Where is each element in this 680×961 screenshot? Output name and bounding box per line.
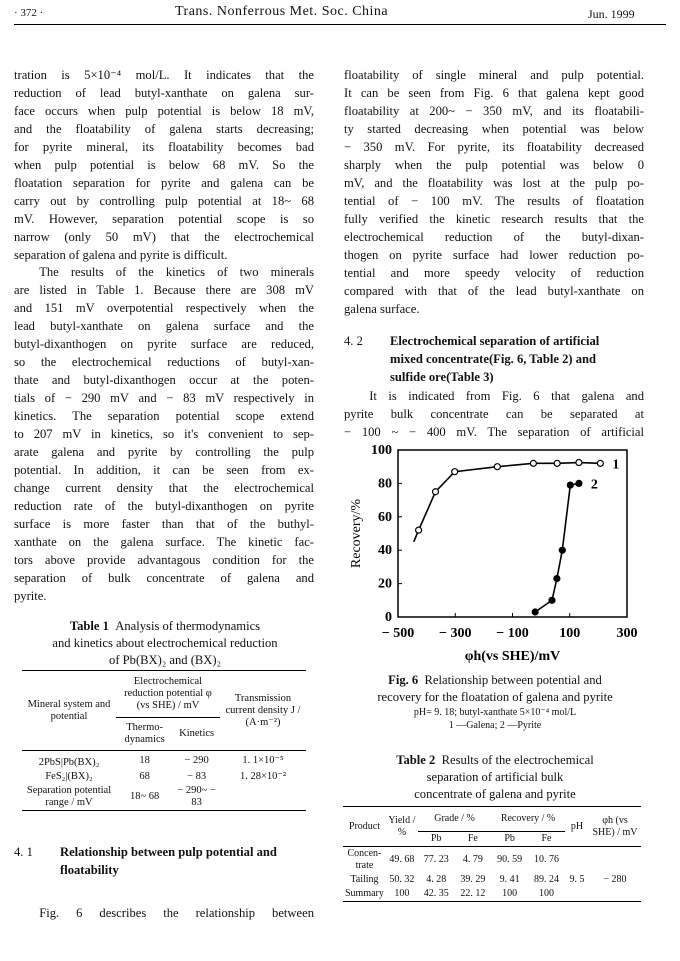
table1 <box>22 670 306 811</box>
text-line: tential and more speedy velocity of reduction <box>344 266 644 280</box>
table-cell: 18~ 68 <box>129 791 160 802</box>
y-tick-label: 40 <box>378 543 392 559</box>
text-line: are listed in Table 1. Because there are 308 mV <box>14 283 314 297</box>
table-cell: 10. 76 <box>534 854 559 865</box>
text-line: narrow (only 50 mV) that the electrochemical <box>14 230 314 244</box>
col-header: Pb <box>430 833 442 844</box>
y-tick-label: 20 <box>378 576 392 592</box>
series-line-1 <box>414 463 601 542</box>
x-tick-label: − 500 <box>381 626 415 641</box>
text-line: sulfide ore(Table 3) <box>390 370 494 384</box>
table-cell <box>589 847 641 874</box>
page-number: · 372 · <box>14 7 44 19</box>
col-header: Kinetics <box>179 728 215 739</box>
table-cell: 100 <box>394 888 410 899</box>
caption-line: of Pb(BX)₂ and (BX)₂ <box>109 653 221 667</box>
data-point <box>432 489 438 495</box>
data-point <box>452 469 458 475</box>
text-line: thogen on pyrite surface had lower reduction po- <box>344 248 644 262</box>
caption-line: recovery for the floatation of galena and pyrite <box>377 690 613 704</box>
caption-note: 1 —Galena; 2 —Pyrite <box>448 720 542 731</box>
col-header: Grade / % <box>418 807 491 832</box>
table-cell: 18 <box>139 754 150 766</box>
text-line: tors above provide advantagous condition for the <box>14 553 314 567</box>
text-line: floatability of single mineral and pulp potential. <box>344 68 644 82</box>
col-header: Fe <box>467 833 478 844</box>
table-cell: 42. 35 <box>423 888 449 899</box>
caption-line: Results of the electrochemical <box>441 753 594 767</box>
text-line: mV, and the floatability was lost at the pulp po- <box>344 176 644 190</box>
table-cell: − 290 <box>184 754 209 766</box>
data-point <box>597 460 603 466</box>
col-header: Mineral system and potential <box>27 698 111 722</box>
text-line: arate galena and pyrite by controlling the pulp <box>14 445 314 459</box>
series-label: 1 <box>612 457 620 473</box>
table-cell: 1. 1×10⁻⁵ <box>242 754 284 766</box>
text-line: floatability <box>60 863 119 877</box>
table-cell: − 83 <box>187 771 207 782</box>
text-line: tials of − 290 mV and − 83 mV respectively in <box>14 391 314 405</box>
plot-frame <box>398 450 627 617</box>
text-line: It is indicated from Fig. 6 that galena and <box>369 389 644 403</box>
table-cell: Tailing <box>350 874 379 885</box>
table-cell: 9. 41 <box>499 874 520 885</box>
caption-line: concentrate of galena and pyrite <box>414 787 576 801</box>
table-cell: − 290~ − 83 <box>177 785 216 808</box>
header-rule <box>14 24 666 25</box>
section-heading-4-1: 4. 1 Relationship between pulp potential and floatability <box>14 843 314 879</box>
table-cell: FeS₂|(BX)₂ <box>45 771 93 782</box>
text-line: separation of galena and pyrite is difficult. <box>14 248 228 262</box>
text-line: to 207 mV in kinetics, so it's convenient to sep- <box>14 427 314 441</box>
text-line: so the electrochemical reductions of butyl-xan- <box>14 355 314 369</box>
table-cell: 22. 12 <box>460 888 486 899</box>
text-line: reduction rate of the butyl-dixanthogen on pyrite <box>14 499 314 513</box>
data-point <box>554 460 560 466</box>
figure6-caption <box>340 672 650 732</box>
text-line: butyl-dixanthogen on pyrite surface are reduced, <box>14 337 314 351</box>
caption-line: Analysis of thermodynamics <box>115 619 261 633</box>
x-tick-label: − 300 <box>439 626 472 641</box>
table-cell: 9. 5 <box>569 874 585 885</box>
caption-note: pH= 9. 18; butyl-xanthate 5×10⁻⁴ mol/L <box>413 707 577 718</box>
col-header: Yield / % <box>388 814 416 838</box>
text-line: for pyrite mineral, its floatability becomes bad <box>14 140 314 154</box>
col-header: φh (vs SHE) / mV <box>592 814 638 838</box>
paragraph <box>344 66 644 318</box>
paragraph <box>14 66 314 264</box>
y-tick-label: 60 <box>378 509 392 525</box>
text-line: kinetics. The separation potential scope extend <box>14 409 314 423</box>
journal-title: Trans. Nonferrous Met. Soc. China <box>175 4 389 19</box>
col-header: Product <box>348 820 380 832</box>
table-cell: 50. 32 <box>389 874 415 885</box>
data-point <box>549 597 555 603</box>
y-tick-label: 80 <box>378 476 392 492</box>
table-cell: Concen-trate <box>347 848 382 871</box>
section-heading-4-2: 4. 2 Electrochemical separation of artificial mixed concentrate(Fig. 6, Table 2) and sulfide ore(Table 3) <box>344 332 644 386</box>
text-line: The results of the kinetics of two minerals <box>39 265 314 279</box>
text-line: separation of bulk concentrate of galena and <box>14 571 314 585</box>
table-cell: 68 <box>139 771 150 782</box>
x-axis-label: φh(vs SHE)/mV <box>464 649 561 664</box>
figure6-chart <box>340 440 660 668</box>
table-row <box>343 873 641 887</box>
data-point <box>567 482 573 488</box>
text-line: lead butyl-xanthate on galena surface and the <box>14 319 314 333</box>
col-header: Recovery / % <box>491 807 565 832</box>
text-line: potential. In addition, it can be seen from ex- <box>14 463 314 477</box>
col-header: Thermo-dynamics <box>124 722 165 745</box>
text-line: Electrochemical separation of artificial <box>390 334 600 348</box>
table-cell: 49. 68 <box>389 854 415 865</box>
table-cell <box>220 784 306 811</box>
table-cell: − 280 <box>603 874 627 885</box>
text-line: fully verified the kinetic research results that the <box>344 212 644 226</box>
col-header: Electrochemical reduction potential φ (vs SHE) / mV <box>116 671 220 718</box>
series-line-2 <box>535 483 579 612</box>
text-line: mixed concentrate(Fig. 6, Table 2) and <box>390 352 597 366</box>
table-cell: 1. 28×10⁻² <box>239 771 287 782</box>
text-line: thate and butyl-dixanthogen occur at the poten- <box>14 373 314 387</box>
table-cell: 100 <box>502 888 518 899</box>
caption-line: Relationship between potential and <box>424 673 602 687</box>
text-line: surface is more faster than that of the buthyl- <box>14 517 314 531</box>
table-cell: 90. 59 <box>497 854 523 865</box>
text-line: carry out by controlling pulp potential at 18~ 68 <box>14 194 314 208</box>
data-point <box>494 464 500 470</box>
issue-date: Jun. 1999 <box>588 7 635 21</box>
x-tick-label: 100 <box>559 626 581 641</box>
text-line: and the floatability of galena starts decreasing; <box>14 122 314 136</box>
table-cell: Summary <box>345 888 384 899</box>
caption-line: separation of artificial bulk <box>426 770 564 784</box>
paragraph <box>344 387 644 441</box>
text-line: tential of − 100 mV. The results of floatation <box>344 194 644 208</box>
table-row <box>343 847 641 874</box>
data-point <box>532 609 538 615</box>
table-cell: 2PbS|Pb(BX)₂ <box>38 757 100 768</box>
table-row <box>22 751 306 771</box>
text-line: electrochemical reduction of the butyl-dixan- <box>344 230 644 244</box>
text-line: pyrite. <box>14 589 47 603</box>
text-line: when pulp potential is below 68 mV. So the <box>14 158 314 172</box>
text-line: Relationship between pulp potential and <box>60 845 277 859</box>
series-label: 2 <box>590 477 598 493</box>
table1-caption <box>14 618 316 669</box>
y-axis-label: Recovery/% <box>349 498 364 569</box>
text-line: ty started decreasing when potential was below <box>344 122 644 136</box>
table-cell: 100 <box>539 888 554 899</box>
text-line: floatation separation for pyrite and galena can be <box>14 176 314 190</box>
table2 <box>343 806 641 902</box>
text-line: and 151 mV overpotential respectively when the <box>14 301 314 315</box>
text-line: pyrite bulk concentrate can be separated at <box>344 407 644 421</box>
data-point <box>576 480 582 486</box>
col-header: pH <box>570 820 584 832</box>
text-line: Fig. 6 describes the relationship between <box>39 906 314 920</box>
table-row <box>22 770 306 784</box>
table-label: Table 2 <box>396 753 436 767</box>
data-point <box>554 576 560 582</box>
text-line: mV. However, separation potential scope is so <box>14 212 314 226</box>
text-line: reduction of lead butyl-xanthate on galena sur- <box>14 86 314 100</box>
text-line: − 100 ~ − 400 mV. The separation of artificial <box>344 425 644 439</box>
text-line: compared with that of the lead butyl-xanthate on <box>344 284 644 298</box>
text-line: face occurs when pulp potential is below 18 mV, <box>14 104 314 118</box>
table-label: Table 1 <box>69 619 109 633</box>
col-header: Transmission current density J / (A·m⁻²) <box>225 692 301 728</box>
y-tick-label: 100 <box>371 443 392 458</box>
paragraph <box>14 263 314 605</box>
data-point <box>530 460 536 466</box>
paragraph <box>14 904 314 922</box>
table-cell <box>565 847 589 874</box>
table-row <box>343 887 641 902</box>
table-cell: Separation potential range / mV <box>26 785 112 808</box>
figure-label: Fig. 6 <box>388 673 419 687</box>
y-tick-label: 0 <box>385 610 392 625</box>
table-cell: 77. 23 <box>423 854 449 865</box>
data-point <box>416 527 422 533</box>
table-cell: 4. 79 <box>462 854 483 865</box>
text-line: It can be seen from Fig. 6 that galena kept good <box>344 86 644 100</box>
col-header: Fe <box>541 833 552 844</box>
table-cell <box>565 887 589 902</box>
table-cell: 4. 28 <box>426 874 447 885</box>
text-line: galena surface. <box>344 302 420 316</box>
table-cell: 39. 29 <box>460 874 486 885</box>
text-line: change current density that the electrochemical <box>14 481 314 495</box>
caption-line: and kinetics about electrochemical reduction <box>52 636 278 650</box>
x-tick-label: 300 <box>616 626 638 641</box>
table-cell: 89. 24 <box>534 874 559 885</box>
table-row <box>22 784 306 811</box>
text-line: xanthate on the galena surface. The kinetic fac- <box>14 535 314 549</box>
text-line: tration is 5×10⁻⁴ mol/L. It indicates that the <box>14 68 314 82</box>
text-line: floatability at 200~ − 350 mV, and its floatabili- <box>344 104 644 118</box>
col-header: Pb <box>504 833 515 844</box>
x-tick-label: − 100 <box>496 626 529 641</box>
table2-caption <box>340 752 650 803</box>
text-line: − 350 mV. For pyrite, its floatability decreased <box>344 140 644 154</box>
text-line: sharply when the pulp potential was below 0 <box>344 158 644 172</box>
data-point <box>576 460 582 466</box>
data-point <box>559 547 565 553</box>
table-cell <box>589 887 641 902</box>
